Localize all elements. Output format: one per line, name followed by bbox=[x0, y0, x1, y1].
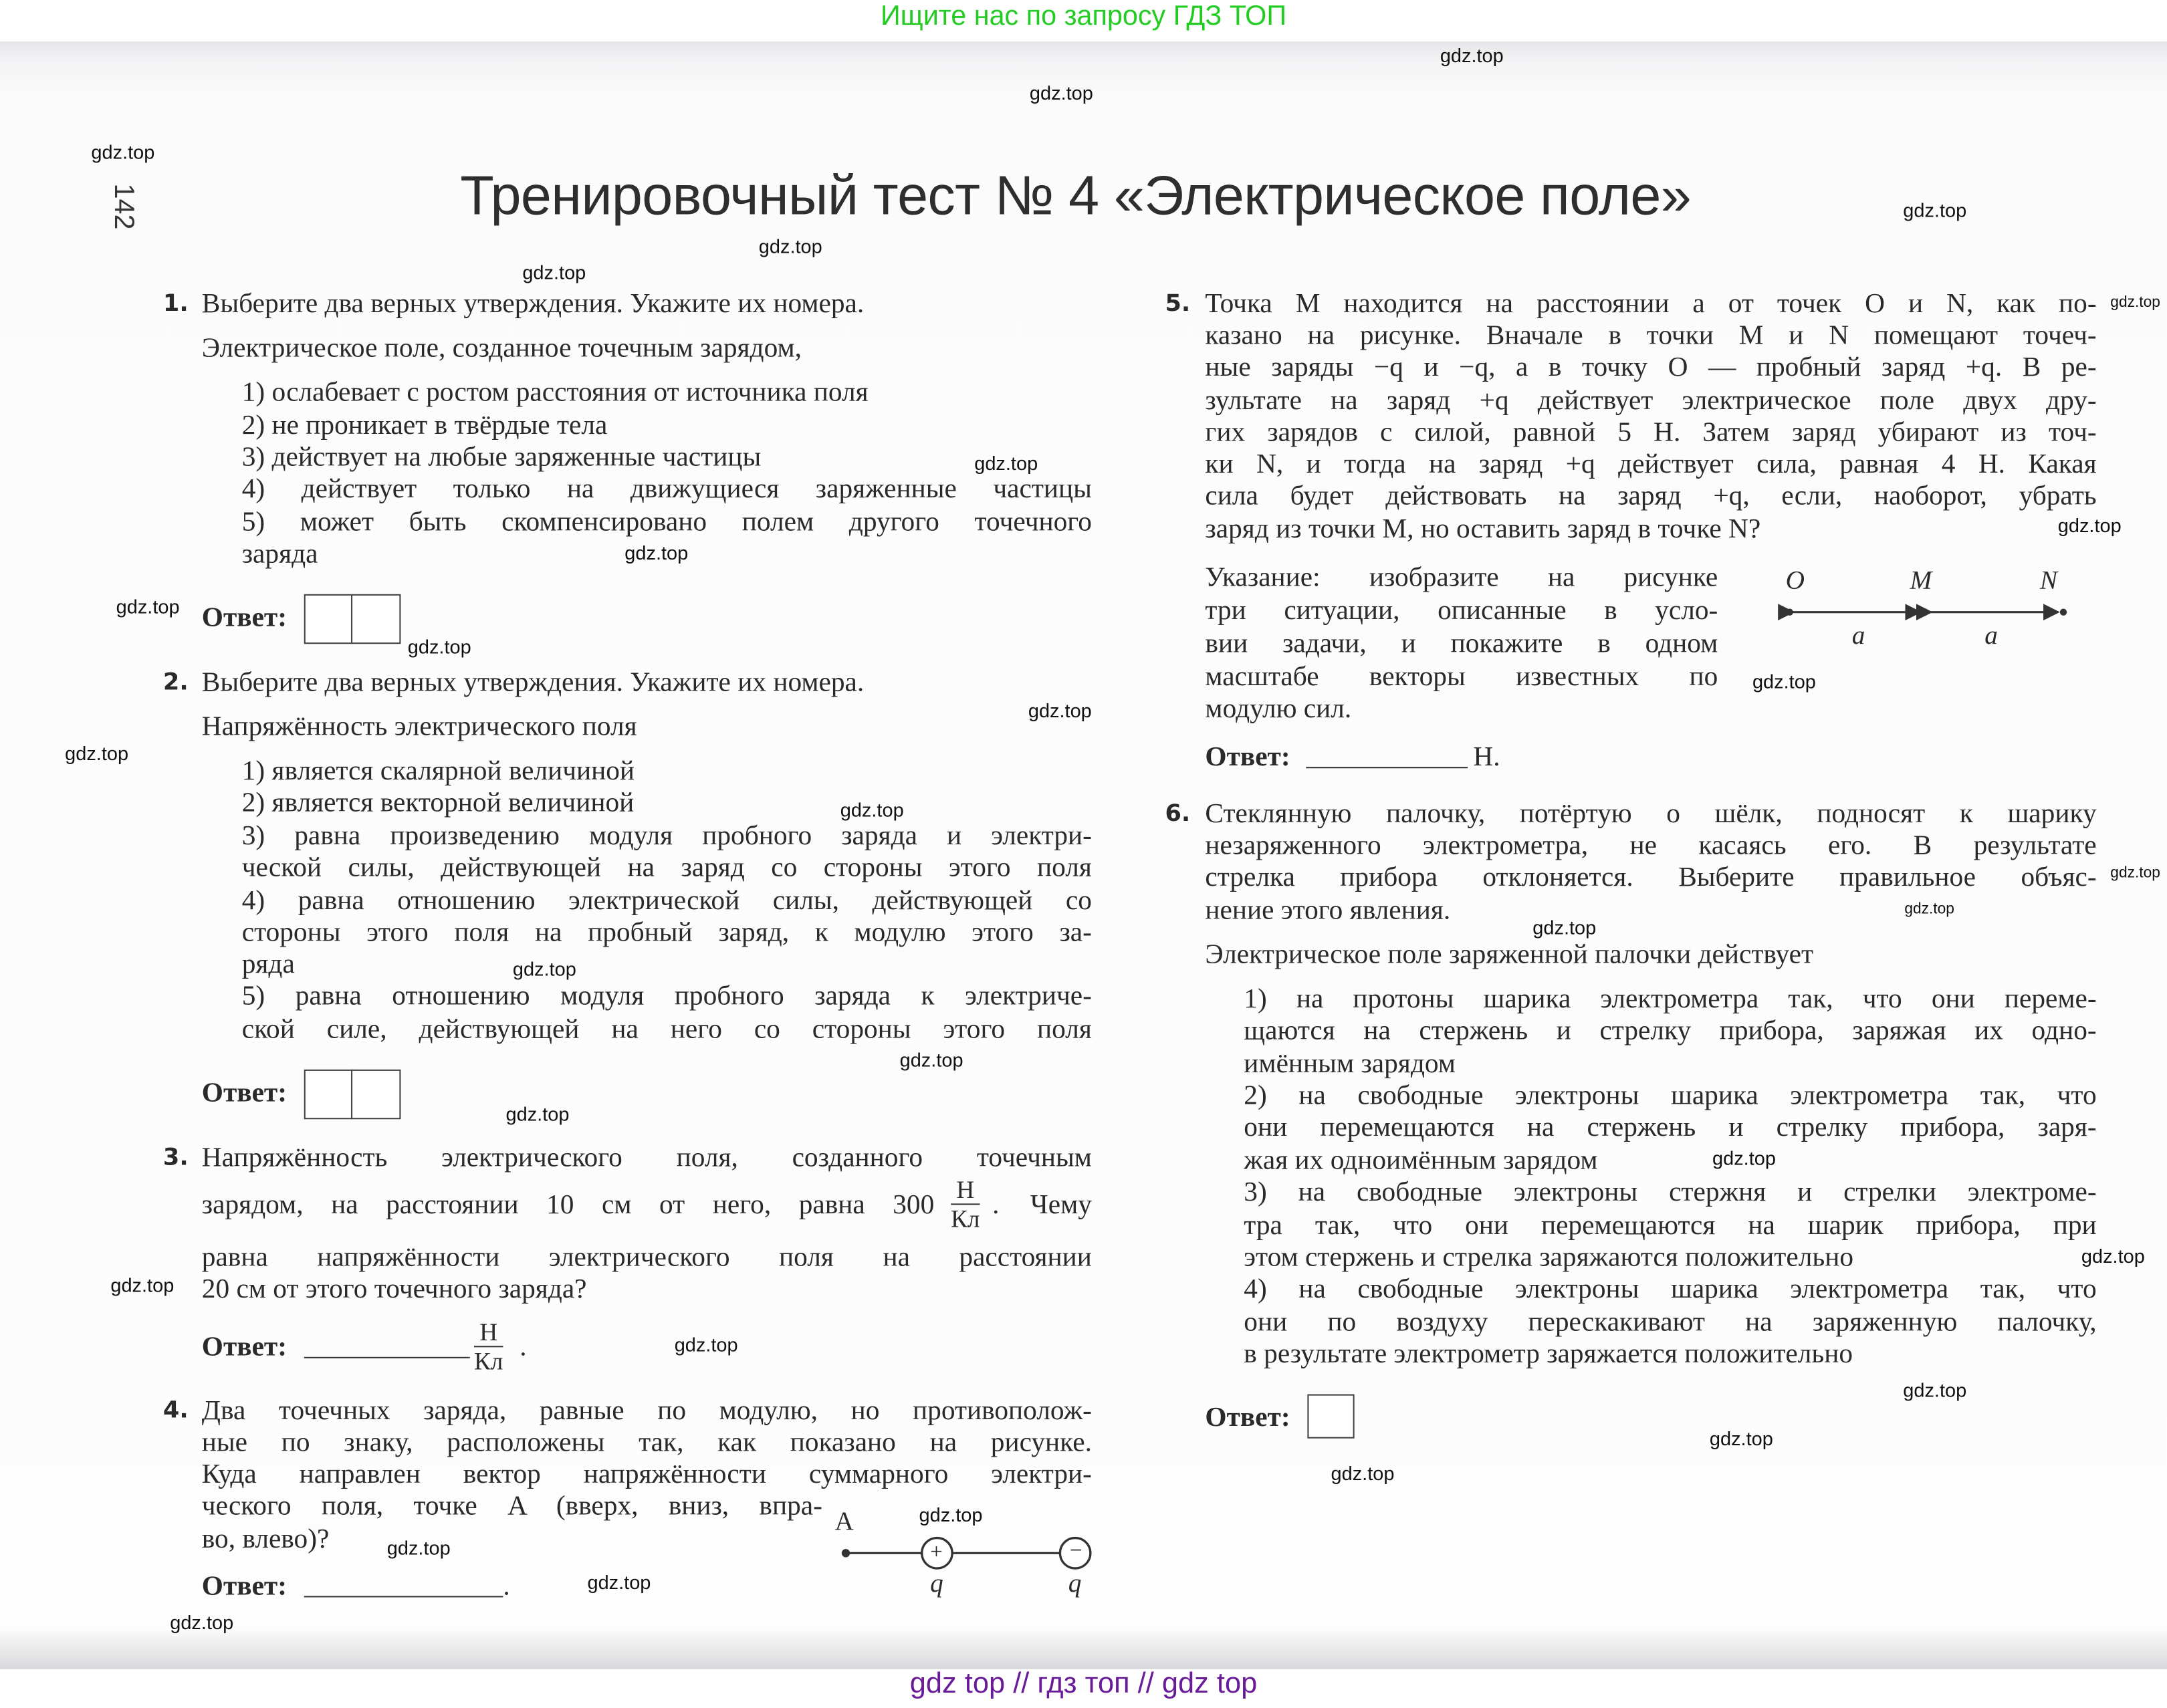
q2-answer-box-2[interactable] bbox=[351, 1070, 401, 1119]
q5-text-line: заряд из точки M, но оставить заряд в точке N? bbox=[1205, 513, 1761, 545]
q2-text-line: 1) является скалярной величиной bbox=[241, 755, 635, 787]
point-o-dot bbox=[1787, 609, 1793, 616]
q6-text-line: 3) на свободные электроны стержня и стрелки электроме- bbox=[1244, 1177, 2097, 1208]
q5-text-line: Точка M находится на расстоянии a от точек O и N, как по- bbox=[1205, 289, 2097, 320]
watermark-text: gdz.top bbox=[386, 1536, 451, 1559]
q1-text-line: 2) не проникает в твёрдые тела bbox=[241, 410, 608, 441]
q3-answer-unit bbox=[474, 1318, 503, 1375]
q3-answer-field[interactable] bbox=[304, 1357, 470, 1358]
q6-text-line: тра так, что они перемещаются на шарик прибора, при bbox=[1244, 1210, 2097, 1241]
q2-text-line: стороны этого поля на пробный заряд, к модулю этого за- bbox=[241, 917, 1092, 948]
q6-answer-box[interactable] bbox=[1307, 1394, 1354, 1439]
q5-text-line: вии задачи, и покажите в одном bbox=[1205, 628, 1718, 659]
watermark-text: gdz.top bbox=[2081, 1245, 2145, 1267]
watermark-text: gdz.top bbox=[2057, 513, 2122, 536]
q6-text-line: нение этого явления. bbox=[1205, 895, 1451, 926]
q1-text-line: 1) ослабевает с ростом расстояния от источника поля bbox=[241, 377, 869, 408]
q2-answer-box-1[interactable] bbox=[304, 1070, 354, 1119]
q3-answer-label: Ответ: bbox=[201, 1332, 287, 1363]
q1-text-line: заряда bbox=[241, 539, 318, 570]
watermark-text: gdz.top bbox=[116, 595, 180, 618]
point-o-label: O bbox=[1785, 566, 1805, 596]
page-title: Тренировочный тест № 4 «Электрическое поле» bbox=[460, 166, 1692, 227]
q2-text-line: Напряжённость электрического поля bbox=[201, 711, 637, 742]
q2-text-line: 5) равна отношению модуля пробного заряда к электриче- bbox=[241, 981, 1092, 1012]
q6-text-line: 2) на свободные электроны шарика электрометра так, что bbox=[1244, 1080, 2097, 1111]
plus-sign: + bbox=[930, 1540, 943, 1564]
watermark-text: gdz.top bbox=[170, 1611, 234, 1634]
q6-text-line: они по воздуху перескакивают на заряженную палочку, bbox=[1244, 1307, 2097, 1338]
q6-text-line: жая их одноимённым зарядом bbox=[1244, 1145, 1598, 1177]
q6-text-line: имённым зарядом bbox=[1244, 1048, 1456, 1080]
q6-text-line: этом стержень и стрелка заряжаются положительно bbox=[1244, 1242, 1854, 1273]
q5-text-line: Указание: изобразите на рисунке bbox=[1205, 562, 1718, 593]
q5-answer-unit: Н. bbox=[1473, 741, 1500, 773]
q1-answer-label: Ответ: bbox=[201, 602, 287, 633]
q3-text-line: 20 см от этого точечного заряда? bbox=[201, 1273, 587, 1305]
page-number: 142 bbox=[108, 183, 139, 230]
q2-text-line: 3) равна произведению модуля пробного заряда и электри- bbox=[241, 820, 1092, 852]
q1-text-line: Выберите два верных утверждения. Укажите их номера. bbox=[201, 289, 865, 320]
q2-text-line: ряда bbox=[241, 949, 295, 980]
watermark-text: gdz.top bbox=[1903, 199, 1967, 221]
watermark-text: gdz.top bbox=[522, 261, 586, 283]
top-banner: Ищите нас по запросу ГДЗ ТОП bbox=[880, 1, 1287, 32]
q2-text-line: Выберите два верных утверждения. Укажите их номера. bbox=[201, 667, 865, 698]
q2-text-line: ской силе, действующей на него со стороны этого поля bbox=[241, 1014, 1092, 1045]
q4-text-line: ные по знаку, расположены так, как показано на рисунке. bbox=[201, 1427, 1092, 1458]
watermark-text: gdz.top bbox=[1709, 1427, 1773, 1450]
watermark-text: gdz.top bbox=[1331, 1461, 1395, 1484]
watermark-text: gdz.top bbox=[1904, 900, 1954, 918]
q4-text-line: Два точечных заряда, равные по модулю, но противополож- bbox=[201, 1395, 1092, 1427]
watermark-text: gdz.top bbox=[840, 798, 904, 821]
q5-number: 5. bbox=[1165, 290, 1191, 318]
q4-text-line: ческого поля, точке A (вверх, вниз, впра- bbox=[201, 1491, 822, 1521]
point-n-label: N bbox=[2039, 566, 2058, 596]
q3-text-line: зарядом, на расстоянии 10 см от него, равна 300 bbox=[201, 1189, 935, 1221]
unit-numerator: Н bbox=[474, 1318, 503, 1347]
watermark-text: gdz.top bbox=[674, 1333, 738, 1356]
point-n-dot bbox=[2060, 609, 2067, 616]
minus-sign: − bbox=[1069, 1539, 1082, 1563]
watermark-text: gdz.top bbox=[1440, 44, 1504, 67]
q3-text-line: . Чему bbox=[992, 1189, 1092, 1221]
q5-text-line: модулю сил. bbox=[1205, 693, 1352, 725]
watermark-text: gdz.top bbox=[624, 541, 689, 564]
q4-answer-period: . bbox=[503, 1571, 510, 1602]
watermark-text: gdz.top bbox=[1712, 1146, 1776, 1169]
q1-answer-box-1[interactable] bbox=[304, 594, 354, 644]
q1-text-line: 3) действует на любые заряженные частицы bbox=[241, 442, 762, 473]
watermark-text: gdz.top bbox=[512, 957, 576, 980]
watermark-text: gdz.top bbox=[1903, 1378, 1967, 1401]
watermark-text: gdz.top bbox=[919, 1503, 983, 1526]
q3-text-line: равна напряжённости электрического поля на расстоянии bbox=[201, 1242, 1092, 1273]
q2-number: 2. bbox=[162, 668, 189, 697]
watermark-text: gdz.top bbox=[758, 235, 822, 257]
q5-text-line: ные заряды −q и −q, а в точку O — пробный заряд +q. В ре- bbox=[1205, 352, 2097, 383]
unit-denominator: Кл bbox=[473, 1347, 503, 1375]
q4-number: 4. bbox=[162, 1396, 189, 1425]
q4-answer-label: Ответ: bbox=[201, 1571, 287, 1602]
distance-label: a bbox=[1984, 622, 1998, 651]
q6-text-line: 1) на протоны шарика электрометра так, что они переме- bbox=[1244, 983, 2097, 1015]
watermark-text: gdz.top bbox=[899, 1048, 963, 1071]
q6-text-line: 4) на свободные электроны шарика электрометра так, что bbox=[1244, 1273, 2097, 1305]
q2-text-line: 2) является векторной величиной bbox=[241, 787, 635, 818]
q5-text-line: ки N, и тогда на заряд +q действует сила, равная 4 Н. Какая bbox=[1205, 449, 2097, 480]
charge-label: q bbox=[1068, 1570, 1082, 1599]
q5-text-line: гих зарядов с силой, равной 5 Н. Затем заряд убирают из точ- bbox=[1205, 417, 2097, 448]
q5-answer-label: Ответ: bbox=[1205, 741, 1290, 773]
q6-text-line: стрелка прибора отклоняется. Выберите правильное объяс- bbox=[1205, 862, 2097, 893]
q1-text-line: 4) действует только на движущиеся заряженные частицы bbox=[241, 473, 1092, 505]
q3-number: 3. bbox=[162, 1144, 189, 1172]
q5-text-line: сила будет действовать на заряд +q, если, наоборот, убрать bbox=[1205, 481, 2097, 511]
q4-answer-field[interactable] bbox=[304, 1596, 503, 1597]
unit-numerator: Н bbox=[951, 1176, 980, 1205]
q2-text-line: 4) равна отношению электрической силы, действующей со bbox=[241, 885, 1092, 917]
q6-answer-label: Ответ: bbox=[1205, 1402, 1290, 1433]
watermark-text: gdz.top bbox=[2110, 864, 2160, 882]
q4-charges-figure bbox=[829, 1513, 1105, 1602]
point-a-label: A bbox=[834, 1507, 854, 1537]
distance-label: a bbox=[1851, 622, 1865, 651]
q6-number: 6. bbox=[1165, 800, 1191, 828]
q6-text-line: Стеклянную палочку, потёртую о шёлк, подносят к шарику bbox=[1205, 798, 2097, 830]
q1-text-line: 5) может быть скомпенсировано полем другого точечного bbox=[241, 507, 1092, 538]
point-m-label: M bbox=[1910, 566, 1932, 596]
q3-unit-fraction bbox=[951, 1176, 980, 1233]
watermark-text: gdz.top bbox=[407, 635, 471, 658]
q5-answer-field[interactable] bbox=[1306, 767, 1468, 768]
q4-text-line: Куда направлен вектор напряжённости суммарного электри- bbox=[201, 1459, 1092, 1490]
watermark-text: gdz.top bbox=[1532, 916, 1597, 939]
q3-answer-period: . bbox=[520, 1332, 527, 1363]
q6-text-line: они перемещаются на стержень и стрелку прибора, заря- bbox=[1244, 1112, 2097, 1143]
q6-text-line: Электрическое поле заряженной палочки действует bbox=[1205, 939, 1814, 971]
q6-text-line: щаются на стержень и стрелку прибора, заряжая их одно- bbox=[1244, 1015, 2097, 1046]
q2-text-line: ческой силы, действующей на заряд со стороны этого поля bbox=[241, 852, 1092, 883]
page-bottom-edge bbox=[0, 1630, 2167, 1669]
watermark-text: gdz.top bbox=[1029, 81, 1093, 104]
watermark-text: gdz.top bbox=[65, 741, 129, 765]
watermark-text: gdz.top bbox=[2110, 294, 2160, 312]
q5-points-figure bbox=[1776, 597, 2080, 630]
watermark-text: gdz.top bbox=[91, 140, 155, 163]
q3-text-line: Напряжённость электрического поля, созданного точечным bbox=[201, 1142, 1092, 1173]
unit-denominator: Кл bbox=[951, 1205, 980, 1233]
bottom-banner: gdz top // гдз топ // gdz top bbox=[909, 1667, 1258, 1700]
watermark-text: gdz.top bbox=[505, 1102, 570, 1125]
q1-number: 1. bbox=[162, 290, 189, 318]
q1-text-line: Электрическое поле, созданное точечным зарядом, bbox=[201, 333, 802, 364]
watermark-text: gdz.top bbox=[1028, 699, 1092, 721]
q5-text-line: зультате на заряд +q действует электрическое поле двух дру- bbox=[1205, 385, 2097, 416]
q5-text-line: три ситуации, описанные в усло- bbox=[1205, 595, 1718, 626]
q1-answer-box-2[interactable] bbox=[351, 594, 401, 644]
q6-text-line: незаряженного электрометра, не касаясь его. В результате bbox=[1205, 830, 2097, 861]
watermark-text: gdz.top bbox=[587, 1571, 651, 1594]
charge-label: q bbox=[930, 1570, 943, 1599]
q5-text-line: масштабе векторы известных по bbox=[1205, 662, 1718, 693]
q5-text-line: казано на рисунке. Вначале в точки M и N помещают точеч- bbox=[1205, 320, 2097, 352]
q4-text-line: во, влево)? bbox=[201, 1523, 330, 1555]
watermark-text: gdz.top bbox=[974, 451, 1038, 474]
q6-text-line: в результате электрометр заряжается положительно bbox=[1244, 1338, 1853, 1370]
watermark-text: gdz.top bbox=[1752, 670, 1816, 693]
point-m-dot bbox=[1922, 609, 1928, 616]
q2-answer-label: Ответ: bbox=[201, 1078, 287, 1108]
watermark-text: gdz.top bbox=[110, 1273, 175, 1296]
